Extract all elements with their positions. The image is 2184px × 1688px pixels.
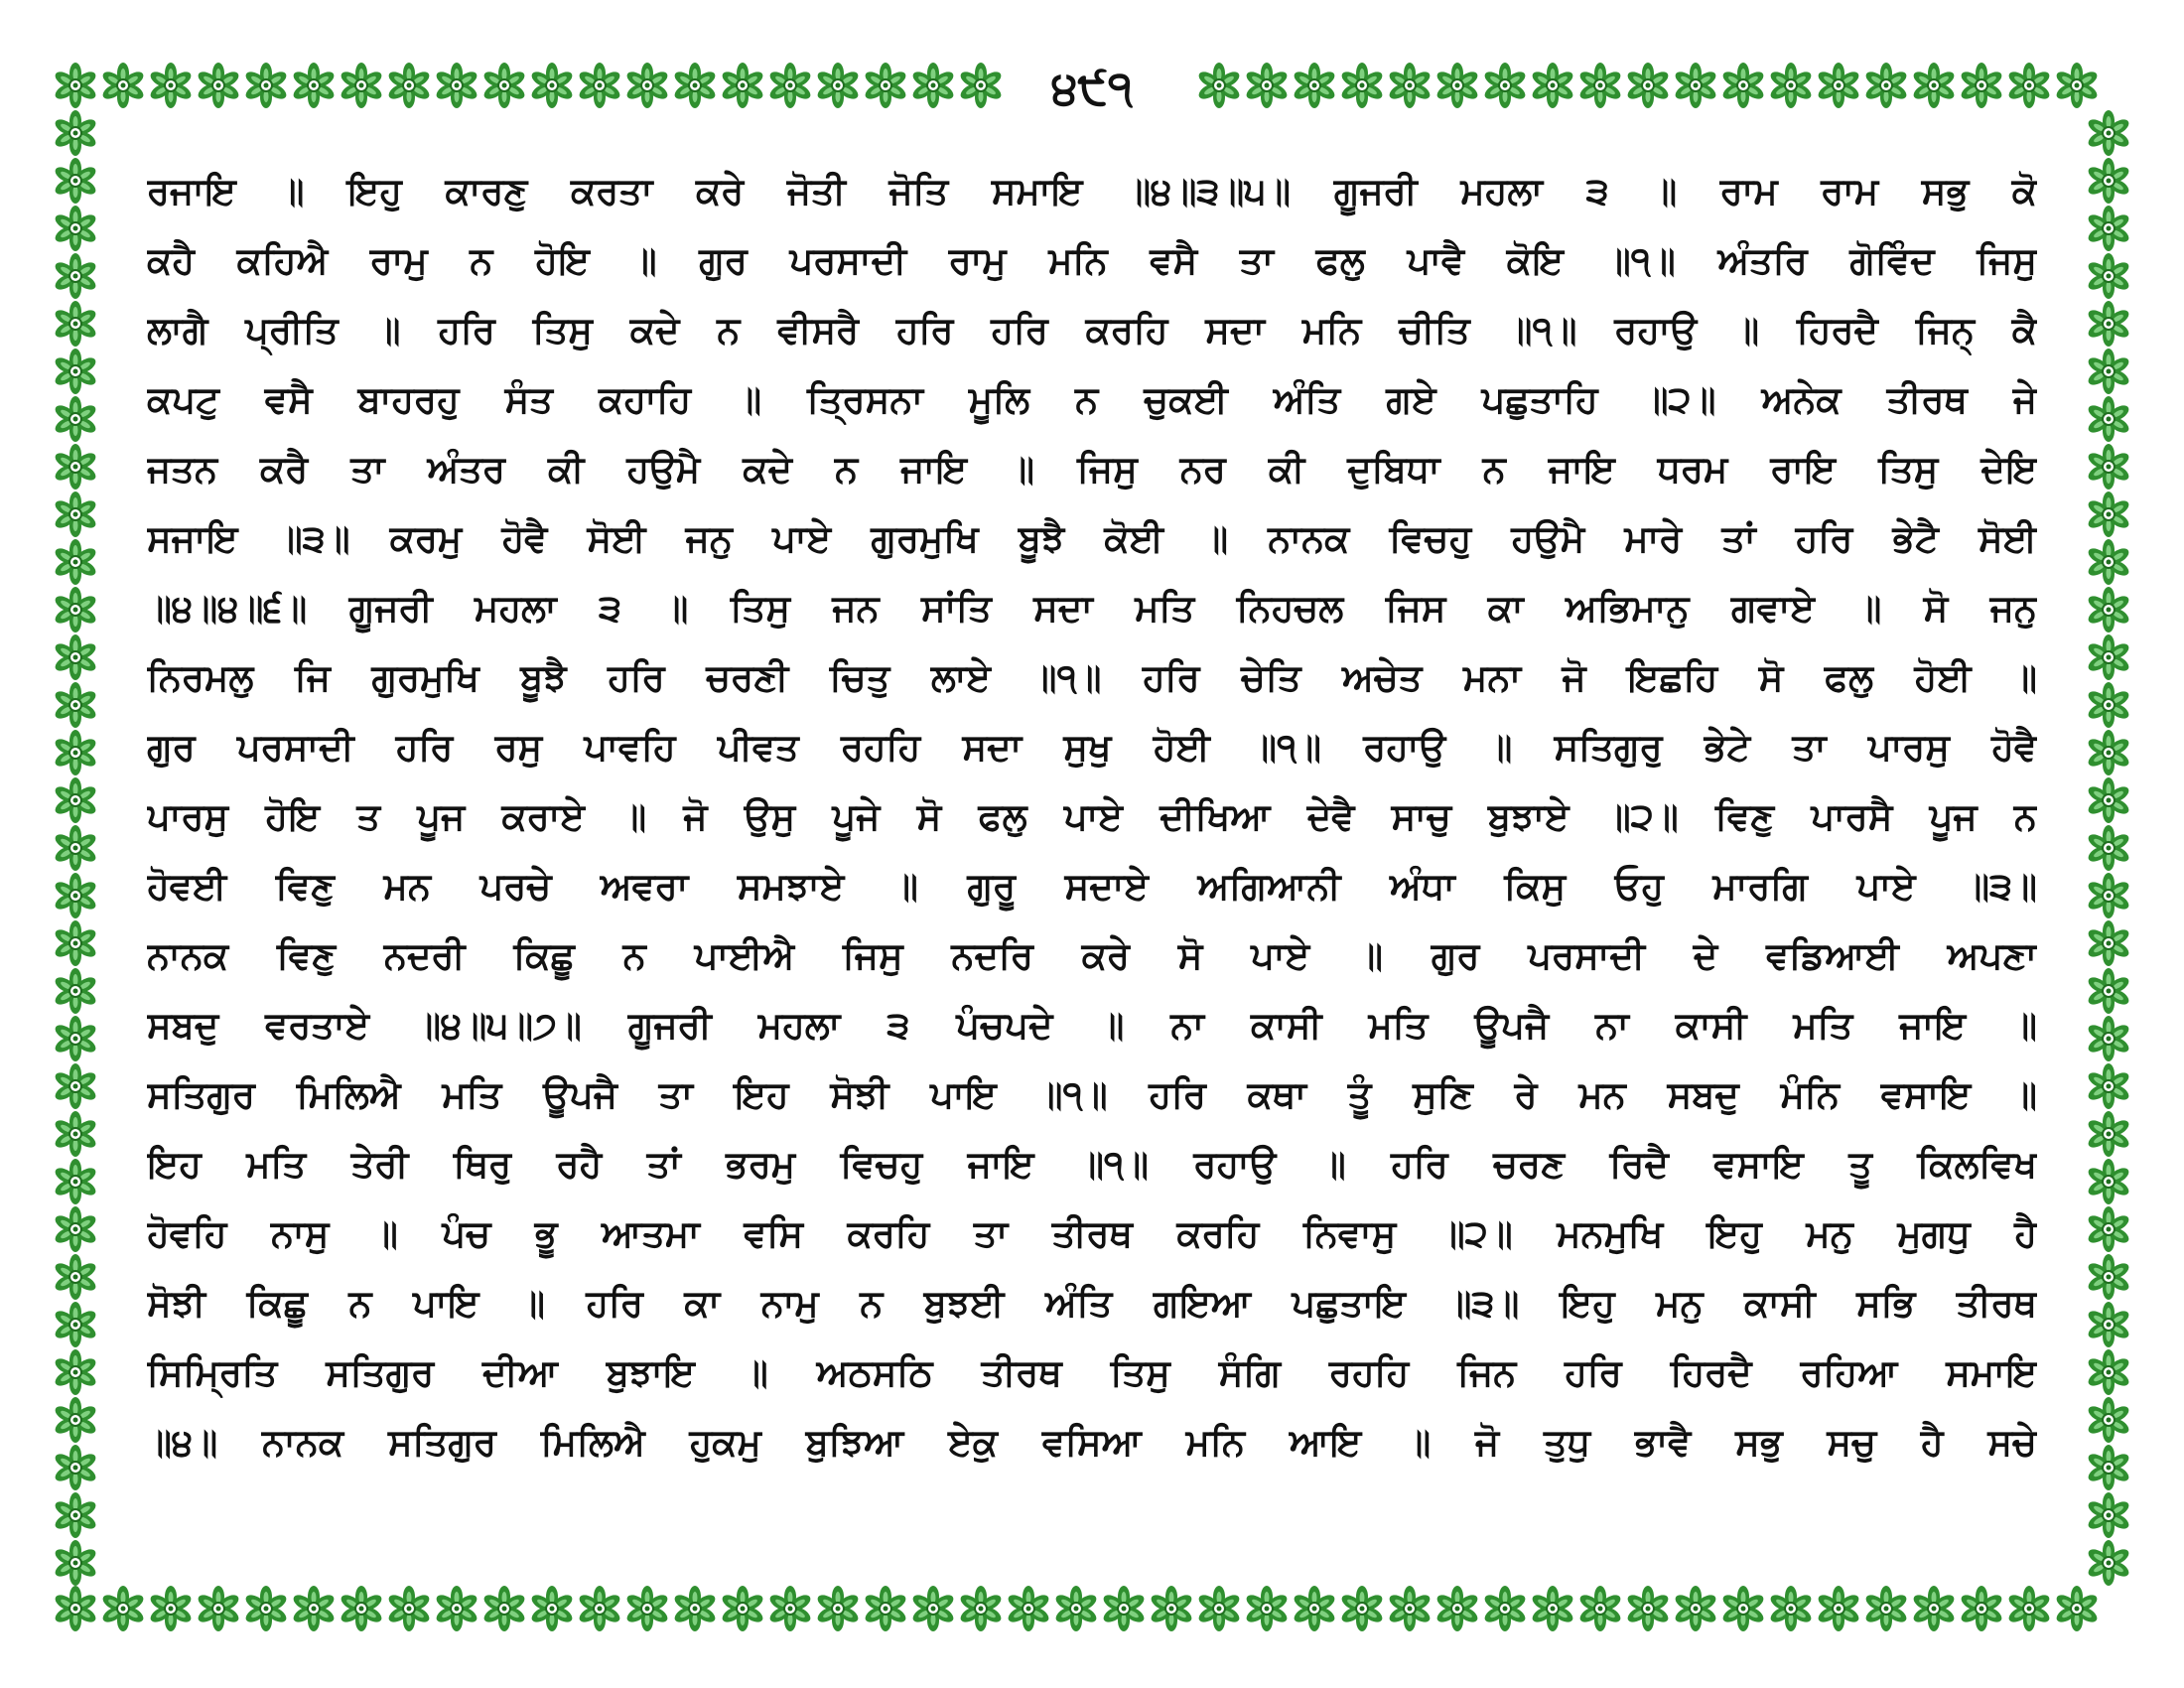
border-flower-icon [53,1063,98,1109]
border-flower-icon [1387,63,1433,108]
text-line: ਹੋਵਈ ਵਿਣੁ ਮਨ ਪਰਚੇ ਅਵਰਾ ਸਮਝਾਏ ॥ ਗੁਰੂ ਸਦਾਏ ਅਗਿਆਨੀ ਅੰਧਾ ਕਿਸੁ ਓਹੁ ਮਾਰਗਿ ਪਾਏ ॥੩॥ [147,865,2037,908]
border-flower-icon [2086,158,2131,204]
text-line: ਪਾਰਸੁ ਹੋਇ ਤ ਪੂਜ ਕਰਾਏ ॥ ਜੋ ਉਸੁ ਪੂਜੇ ਸੋ ਫਲੁ ਪਾਏ ਦੀਖਿਆ ਦੇਵੈ ਸਾਚੁ ਬੁਝਾਏ ॥੨॥ ਵਿਣੁ ਪਾਰਸੈ ਪੂਜ ਨ [147,795,2037,838]
border-flower-icon [1530,1586,1575,1631]
border-flower-icon [2086,206,2131,251]
border-flower-icon [1768,63,1814,108]
border-flower-icon [53,492,98,537]
text-line: ਸਜਾਇ ॥੩॥ ਕਰਮੁ ਹੋਵੈ ਸੋਈ ਜਨੁ ਪਾਏ ਗੁਰਮੁਖਿ ਬੂਝੈ ਕੋਈ ॥ ਨਾਨਕ ਵਿਚਹੁ ਹਉਮੈ ਮਾਰੇ ਤਾਂ ਹਰਿ ਭੇਟੈ ਸੋਈ [147,517,2037,560]
border-flower-icon [1959,63,2004,108]
border-flower-icon [2086,968,2131,1014]
border-flower-icon [386,63,432,108]
border-flower-icon [243,1586,289,1631]
border-flower-icon [1339,63,1385,108]
border-flower-icon [53,1540,98,1586]
text-line: ॥੪॥ ਨਾਨਕ ਸਤਿਗੁਰ ਮਿਲਿਐ ਹੁਕਮੁ ਬੁਝਿਆ ਏਕੁ ਵਸਿਆ ਮਨਿ ਆਇ ॥ ਜੋ ਤੁਧੁ ਭਾਵੈ ਸਭੁ ਸਚੁ ਹੈ ਸਚੇ [147,1421,2037,1464]
border-flower-icon [577,1586,622,1631]
border-flower-icon [1482,63,1528,108]
border-flower-icon [624,1586,670,1631]
border-flower-icon [339,63,384,108]
border-flower-icon [2006,1586,2052,1631]
border-flower-icon [863,1586,908,1631]
border-flower-icon [1244,1586,1290,1631]
border-flower-icon [910,1586,956,1631]
border-flower-icon [53,634,98,680]
border-flower-icon [1720,1586,1766,1631]
border-flower-icon [53,158,98,204]
border-flower-icon [1196,1586,1242,1631]
border-flower-icon [1816,1586,1861,1631]
border-flower-icon [53,110,98,156]
text-line: ਸੋਝੀ ਕਿਛੂ ਨ ਪਾਇ ॥ ਹਰਿ ਕਾ ਨਾਮੁ ਨ ਬੁਝਈ ਅੰਤਿ ਗਇਆ ਪਛੁਤਾਇ ॥੩॥ ਇਹੁ ਮਨੁ ਕਾਸੀ ਸਭਿ ਤੀਰਥ [147,1282,2037,1325]
text-line: ਸਤਿਗੁਰ ਮਿਲਿਐ ਮਤਿ ਊਪਜੈ ਤਾ ਇਹ ਸੋਝੀ ਪਾਇ ॥੧॥ ਹਰਿ ਕਥਾ ਤੂੰ ਸੁਣਿ ਰੇ ਮਨ ਸਬਦੁ ਮੰਨਿ ਵਸਾਇ ॥ [147,1073,2037,1116]
border-flower-icon [53,1445,98,1490]
border-flower-icon [2086,110,2131,156]
border-flower-icon [2086,634,2131,680]
border-flower-icon [1911,1586,1957,1631]
border-flower-icon [863,63,908,108]
border-flower-icon [529,1586,575,1631]
border-flower-icon [481,63,527,108]
border-flower-icon [1292,1586,1337,1631]
border-flower-icon [1387,1586,1433,1631]
border-flower-icon [481,1586,527,1631]
border-flower-icon [1434,63,1480,108]
border-flower-icon [2086,730,2131,775]
border-flower-icon [1006,1586,1051,1631]
border-flower-icon [1720,63,1766,108]
border-flower-icon [1625,1586,1671,1631]
border-flower-icon [2086,1206,2131,1252]
border-flower-icon [624,63,670,108]
border-flower-icon [53,1492,98,1538]
border-flower-icon [291,63,337,108]
border-flower-icon [672,1586,718,1631]
border-flower-icon [2086,349,2131,394]
border-flower-icon [2006,63,2052,108]
border-flower-icon [2086,1349,2131,1395]
border-flower-icon [2086,682,2131,728]
border-flower-icon [2086,396,2131,442]
border-flower-icon [1530,63,1575,108]
border-flower-icon [1292,63,1337,108]
border-flower-icon [2086,1302,2131,1347]
border-flower-icon [1673,1586,1718,1631]
border-flower-icon [2086,1159,2131,1204]
text-line: ਕਪਟੁ ਵਸੈ ਬਾਹਰਹੁ ਸੰਤ ਕਹਾਹਿ ॥ ਤ੍ਰਿਸਨਾ ਮੂਲਿ ਨ ਚੁਕਈ ਅੰਤਿ ਗਏ ਪਛੁਤਾਹਿ ॥੨॥ ਅਨੇਕ ਤੀਰਥ ਜੇ [147,378,2037,421]
border-flower-icon [53,1397,98,1443]
border-flower-icon [53,539,98,585]
border-flower-icon [2054,1586,2100,1631]
border-flower-icon [720,63,765,108]
border-flower-icon [53,1206,98,1252]
border-flower-icon [2086,777,2131,823]
border-flower-icon [2086,1254,2131,1300]
border-flower-icon [2086,1397,2131,1443]
border-flower-icon [196,63,241,108]
border-flower-icon [339,1586,384,1631]
border-flower-icon [529,63,575,108]
border-flower-icon [1768,1586,1814,1631]
border-flower-icon [2086,253,2131,299]
border-flower-icon [53,1586,98,1631]
border-flower-icon [720,1586,765,1631]
border-flower-icon [577,63,622,108]
border-flower-icon [53,968,98,1014]
border-flower-icon [53,730,98,775]
border-flower-icon [1816,63,1861,108]
border-flower-icon [2086,539,2131,585]
border-flower-icon [53,206,98,251]
border-flower-icon [1101,1586,1147,1631]
border-flower-icon [1911,63,1957,108]
text-line: ਰਜਾਇ ॥ ਇਹੁ ਕਾਰਣੁ ਕਰਤਾ ਕਰੇ ਜੋਤੀ ਜੋਤਿ ਸਮਾਇ ॥੪॥੩॥੫॥ ਗੂਜਰੀ ਮਹਲਾ ੩ ॥ ਰਾਮ ਰਾਮ ਸਭੁ ਕੋ [147,170,2037,212]
border-flower-icon [2086,873,2131,918]
page-number: ੪੯੧ [1032,58,1152,117]
border-flower-icon [53,396,98,442]
border-flower-icon [2086,1445,2131,1490]
border-flower-icon [815,1586,861,1631]
border-flower-icon [196,1586,241,1631]
border-flower-icon [2086,1063,2131,1109]
border-flower-icon [1149,1586,1194,1631]
border-flower-icon [1577,1586,1623,1631]
scripture-text [147,167,2037,1557]
border-flower-icon [1673,63,1718,108]
border-flower-icon [1863,63,1909,108]
text-line: ਸਿਮ੍ਰਿਤਿ ਸਤਿਗੁਰ ਦੀਆ ਬੁਝਾਇ ॥ ਅਠਸਠਿ ਤੀਰਥ ਤਿਸੁ ਸੰਗਿ ਰਹਹਿ ਜਿਨ ਹਰਿ ਹਿਰਦੈ ਰਹਿਆ ਸਮਾਇ [147,1351,2037,1394]
border-flower-icon [386,1586,432,1631]
border-flower-icon [1244,63,1290,108]
border-flower-icon [243,63,289,108]
border-flower-icon [2086,587,2131,633]
border-flower-icon [2086,1111,2131,1157]
border-flower-icon [2086,492,2131,537]
border-flower-icon [1482,1586,1528,1631]
border-flower-icon [53,253,98,299]
border-flower-icon [1625,63,1671,108]
border-flower-icon [2086,444,2131,490]
border-flower-icon [1863,1586,1909,1631]
border-flower-icon [958,63,1004,108]
border-flower-icon [815,63,861,108]
border-flower-icon [53,301,98,347]
text-line: ਹੋਵਹਿ ਨਾਸੁ ॥ ਪੰਚ ਭੂ ਆਤਮਾ ਵਸਿ ਕਰਹਿ ਤਾ ਤੀਰਥ ਕਰਹਿ ਨਿਵਾਸੁ ॥੨॥ ਮਨਮੁਖਿ ਇਹੁ ਮਨੁ ਮੁਗਧੁ ਹੈ [147,1212,2037,1255]
border-flower-icon [53,777,98,823]
text-line: ਗੁਰ ਪਰਸਾਦੀ ਹਰਿ ਰਸੁ ਪਾਵਹਿ ਪੀਵਤ ਰਹਹਿ ਸਦਾ ਸੁਖੁ ਹੋਈ ॥੧॥ ਰਹਾਉ ॥ ਸਤਿਗੁਰੁ ਭੇਟੇ ਤਾ ਪਾਰਸੁ ਹੋਵੈ [147,726,2037,769]
border-flower-icon [1196,63,1242,108]
border-flower-icon [53,825,98,871]
border-flower-icon [53,873,98,918]
text-line: ਲਾਗੈ ਪ੍ਰੀਤਿ ॥ ਹਰਿ ਤਿਸੁ ਕਦੇ ਨ ਵੀਸਰੈ ਹਰਿ ਹਰਿ ਕਰਹਿ ਸਦਾ ਮਨਿ ਚੀਤਿ ॥੧॥ ਰਹਾਉ ॥ ਹਿਰਦੈ ਜਿਨ੍ ਕੈ [147,309,2037,352]
border-flower-icon [291,1586,337,1631]
border-flower-icon [958,1586,1004,1631]
border-flower-icon [100,1586,146,1631]
border-flower-icon [2086,1540,2131,1586]
border-flower-icon [434,63,479,108]
text-line: ਇਹ ਮਤਿ ਤੇਰੀ ਥਿਰੁ ਰਹੈ ਤਾਂ ਭਰਮੁ ਵਿਚਹੁ ਜਾਇ ॥੧॥ ਰਹਾਉ ॥ ਹਰਿ ਚਰਣ ਰਿਦੈ ਵਸਾਇ ਤੂ ਕਿਲਵਿਖ [147,1143,2037,1186]
border-flower-icon [2086,1492,2131,1538]
text-line: ਜਤਨ ਕਰੈ ਤਾ ਅੰਤਰ ਕੀ ਹਉਮੈ ਕਦੇ ਨ ਜਾਇ ॥ ਜਿਸੁ ਨਰ ਕੀ ਦੁਬਿਧਾ ਨ ਜਾਇ ਧਰਮ ਰਾਇ ਤਿਸੁ ਦੇਇ [147,448,2037,491]
border-flower-icon [53,63,98,108]
text-line: ਨਿਰਮਲੁ ਜਿ ਗੁਰਮੁਖਿ ਬੂਝੈ ਹਰਿ ਚਰਣੀ ਚਿਤੁ ਲਾਏ ॥੧॥ ਹਰਿ ਚੇਤਿ ਅਚੇਤ ਮਨਾ ਜੋ ਇਛਹਿ ਸੋ ਫਲੁ ਹੋਈ ॥ [147,656,2037,699]
border-flower-icon [2054,63,2100,108]
border-flower-icon [767,1586,813,1631]
border-flower-icon [53,1254,98,1300]
border-flower-icon [1959,1586,2004,1631]
border-flower-icon [2086,1016,2131,1061]
text-line: ਸਬਦੁ ਵਰਤਾਏ ॥੪॥੫॥੭॥ ਗੂਜਰੀ ਮਹਲਾ ੩ ਪੰਚਪਦੇ ॥ ਨਾ ਕਾਸੀ ਮਤਿ ਊਪਜੈ ਨਾ ਕਾਸੀ ਮਤਿ ਜਾਇ ॥ [147,1004,2037,1047]
border-flower-icon [2086,301,2131,347]
border-flower-icon [53,1302,98,1347]
border-flower-icon [53,349,98,394]
border-flower-icon [148,63,194,108]
border-flower-icon [1339,1586,1385,1631]
border-flower-icon [1577,63,1623,108]
border-flower-icon [53,1016,98,1061]
border-flower-icon [1053,1586,1099,1631]
border-flower-icon [53,1111,98,1157]
border-flower-icon [434,1586,479,1631]
text-line: ਨਾਨਕ ਵਿਣੁ ਨਦਰੀ ਕਿਛੂ ਨ ਪਾਈਐ ਜਿਸੁ ਨਦਰਿ ਕਰੇ ਸੋ ਪਾਏ ॥ ਗੁਰ ਪਰਸਾਦੀ ਦੇ ਵਡਿਆਈ ਅਪਣਾ [147,934,2037,977]
border-flower-icon [53,682,98,728]
border-flower-icon [53,444,98,490]
text-line: ਕਹੈ ਕਹਿਐ ਰਾਮੁ ਨ ਹੋਇ ॥ ਗੁਰ ਪਰਸਾਦੀ ਰਾਮੁ ਮਨਿ ਵਸੈ ਤਾ ਫਲੁ ਪਾਵੈ ਕੋਇ ॥੧॥ ਅੰਤਰਿ ਗੋਵਿੰਦ ਜਿਸੁ [147,239,2037,282]
border-flower-icon [53,1349,98,1395]
border-flower-icon [53,920,98,966]
border-flower-icon [672,63,718,108]
border-flower-icon [767,63,813,108]
border-flower-icon [2086,825,2131,871]
border-flower-icon [1434,1586,1480,1631]
border-flower-icon [910,63,956,108]
border-flower-icon [148,1586,194,1631]
border-flower-icon [100,63,146,108]
text-line: ॥੪॥੪॥੬॥ ਗੂਜਰੀ ਮਹਲਾ ੩ ॥ ਤਿਸੁ ਜਨ ਸਾਂਤਿ ਸਦਾ ਮਤਿ ਨਿਹਚਲ ਜਿਸ ਕਾ ਅਭਿਮਾਨੁ ਗਵਾਏ ॥ ਸੋ ਜਨੁ [147,587,2037,630]
border-flower-icon [53,587,98,633]
border-flower-icon [2086,920,2131,966]
border-flower-icon [53,1159,98,1204]
